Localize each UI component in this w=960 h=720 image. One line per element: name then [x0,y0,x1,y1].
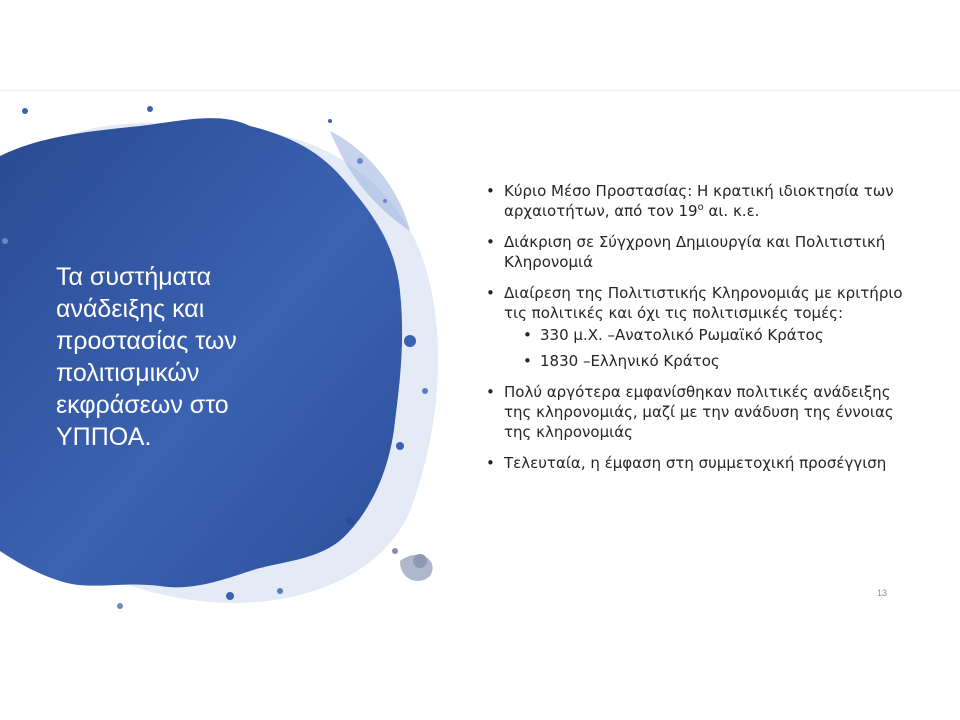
bullet-item [484,181,904,221]
sub-bullet-item: • 1830 –Ελληνικό Κράτος [504,351,904,371]
bullet-item [484,283,904,371]
page-number: 13 [877,588,888,598]
sub-bullet-list [504,325,904,371]
bullet-text: Κύριο Μέσο Προστασίας: Η κρατική ιδιοκτησία των αρχαιοτήτων, από τον 19 [504,182,894,220]
bullet-content [484,181,904,484]
bullet-text: Διαίρεση της Πολιτιστικής Κληρονομιάς με κριτήριο τις πολιτικές και όχι τις πολιτισμικές τομές: [504,284,903,322]
bullet-text-continued: αι. κ.ε. [703,202,760,220]
slide [0,90,960,631]
bullet-list [484,181,904,473]
superscript: ο [697,202,704,213]
sub-bullet-item: • 330 μ.Χ. –Ανατολικό Ρωμαϊκό Κράτος [504,325,904,345]
bullet-item: • Τελευταία, η έμφαση στη συμμετοχική προσέγγιση [484,453,904,473]
slide-title: Τα συστήματα ανάδειξης και προστασίας των πολιτισμικών εκφράσεων στο ΥΠΠΟΑ. [56,263,237,451]
bullet-item: • Διάκριση σε Σύγχρονη Δημιουργία και Πολιτιστική Κληρονομιά [484,232,904,272]
bullet-item: • Πολύ αργότερα εμφανίσθηκαν πολιτικές ανάδειξης της κληρονομιάς, μαζί με την ανάδυση της έννοιας της κληρονομιάς [484,382,904,442]
